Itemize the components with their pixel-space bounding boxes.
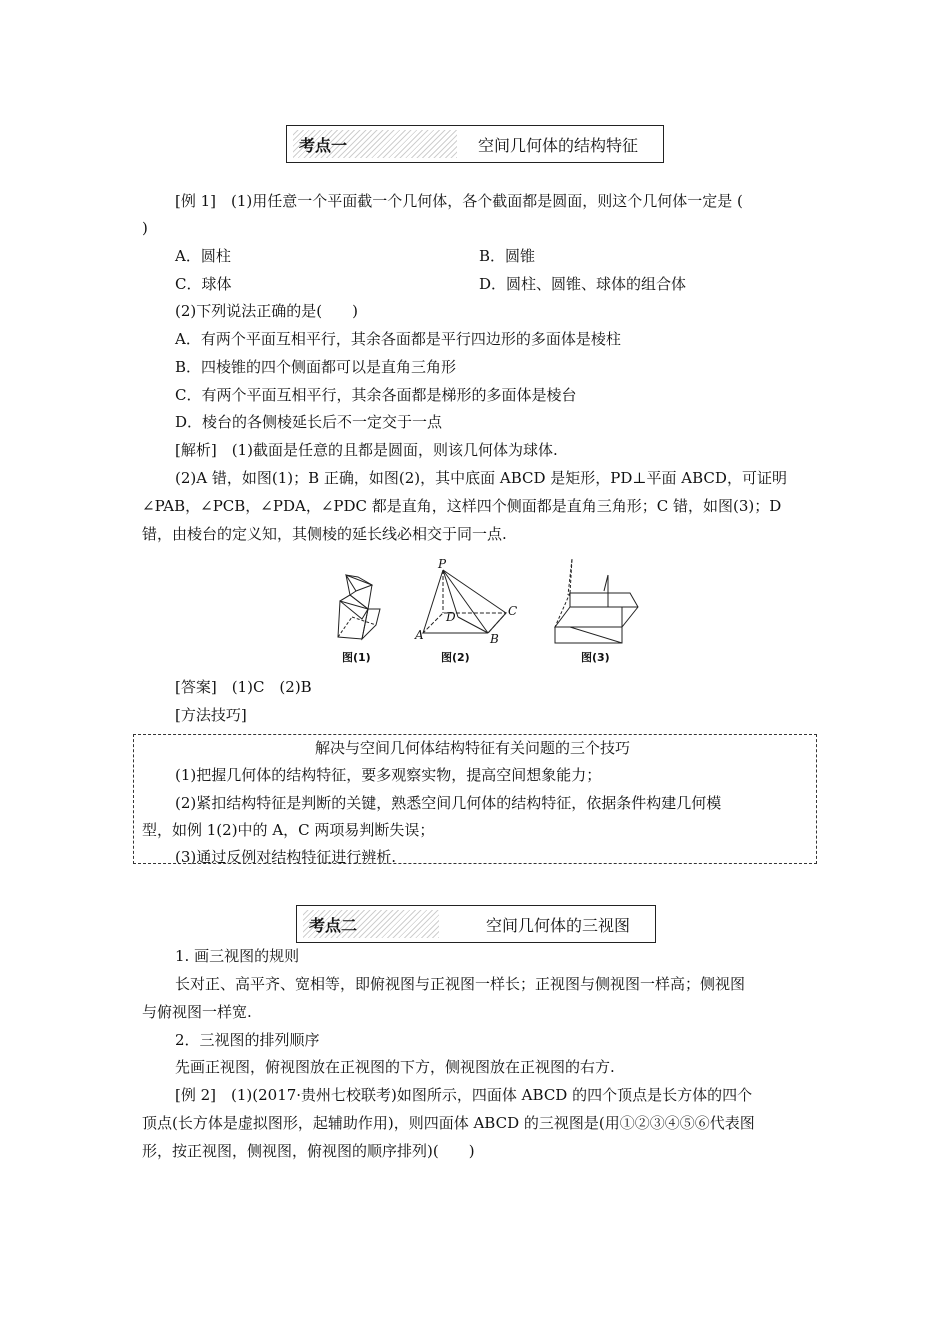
section-title: 空间几何体的结构特征 xyxy=(478,135,639,155)
answer-line: [答案] (1)C (2)B xyxy=(175,678,312,696)
svg-text:A: A xyxy=(415,628,424,642)
views-para-2: 先画正视图，俯视图放在正视图的下方，侧视图放在正视图的右方. xyxy=(175,1058,615,1076)
option-c: C．球体 xyxy=(175,275,232,293)
q2-option-b: B．四棱锥的四个侧面都可以是直角三角形 xyxy=(175,358,457,376)
figure-3-caption: 图(3) xyxy=(581,651,610,664)
section-header-2 xyxy=(296,905,656,943)
tip-2-line1: (2)紧扣结构特征是判断的关键，熟悉空间几何体的结构特征，依据条件构建几何模 xyxy=(175,794,722,812)
views-para-1-line1: 长对正、高平齐、宽相等，即俯视图与正视图一样长；正视图与侧视图一样高；侧视图 xyxy=(175,975,746,993)
ex1-question1-line1: [例 1] (1)用任意一个平面截一个几何体，各个截面都是圆面，则这个几何体一定是 ( xyxy=(175,192,743,210)
analysis-line1: [解析] (1)截面是任意的且都是圆面，则该几何体为球体. xyxy=(175,441,558,459)
q2-option-c: C．有两个平面互相平行，其余各面都是梯形的多面体是棱台 xyxy=(175,386,577,404)
figure-3-frustum-like xyxy=(555,559,638,643)
svg-text:P: P xyxy=(438,557,447,571)
views-heading-1: 1. 画三视图的规则 xyxy=(175,947,300,965)
figure-1-caption: 图(1) xyxy=(342,651,371,664)
figure-2-caption: 图(2) xyxy=(441,651,470,664)
ex1-question1-line2: ) xyxy=(142,219,148,237)
tip-2-line2: 型，如例 1(2)中的 A，C 两项易判断失误； xyxy=(142,821,435,839)
svg-text:D: D xyxy=(446,610,456,624)
section-tag: 考点一 xyxy=(293,130,457,158)
analysis-line4: 错，由棱台的定义知，其侧棱的延长线必相交于同一点. xyxy=(142,525,507,543)
section-title: 空间几何体的三视图 xyxy=(486,915,631,935)
ex2-line1: [例 2] (1)(2017·贵州七校联考)如图所示，四面体 ABCD 的四个顶点是长方体的四个 xyxy=(175,1086,753,1104)
tip-1: (1)把握几何体的结构特征，要多观察实物，提高空间想象能力； xyxy=(175,766,602,784)
option-d: D．圆柱、圆锥、球体的组合体 xyxy=(479,275,687,293)
figure-2-pyramid xyxy=(423,570,506,633)
q2-option-d: D．棱台的各侧棱延长后不一定交于一点 xyxy=(175,413,443,431)
section-header-1 xyxy=(286,125,664,163)
ex1-question2: (2)下列说法正确的是( ) xyxy=(175,302,358,320)
svg-text:B: B xyxy=(490,632,499,646)
q2-option-a: A．有两个平面互相平行，其余各面都是平行四边形的多面体是棱柱 xyxy=(175,330,621,348)
views-heading-2: 2．三视图的排列顺序 xyxy=(175,1031,320,1049)
ex2-line2: 顶点(长方体是虚拟图形，起辅助作用)，则四面体 ABCD 的三视图是(用①②③④⑤⑥代表图 xyxy=(142,1114,755,1132)
analysis-line2: (2)A 错，如图(1)；B 正确，如图(2)，其中底面 ABCD 是矩形，PD⊥平面 ABCD，可证明 xyxy=(175,469,787,487)
tip-3: (3)通过反例对结构特征进行辨析. xyxy=(175,848,397,866)
option-b: B．圆锥 xyxy=(479,247,536,265)
views-para-1-line2: 与俯视图一样宽. xyxy=(142,1003,252,1021)
tips-title: 解决与空间几何体结构特征有关问题的三个技巧 xyxy=(315,739,631,757)
svg-text:C: C xyxy=(508,604,518,618)
figure-1-polyhedron xyxy=(338,575,380,639)
analysis-line3: ∠PAB，∠PCB，∠PDA，∠PDC 都是直角，这样四个侧面都是直角三角形；C 错，如图(3)；D xyxy=(142,497,782,515)
method-heading: [方法技巧] xyxy=(175,706,247,724)
section-tag: 考点二 xyxy=(303,910,439,938)
ex2-line3: 形，按正视图，侧视图，俯视图的顺序排列)( ) xyxy=(142,1142,475,1160)
geometry-figures xyxy=(0,555,950,675)
option-a: A．圆柱 xyxy=(175,247,231,265)
